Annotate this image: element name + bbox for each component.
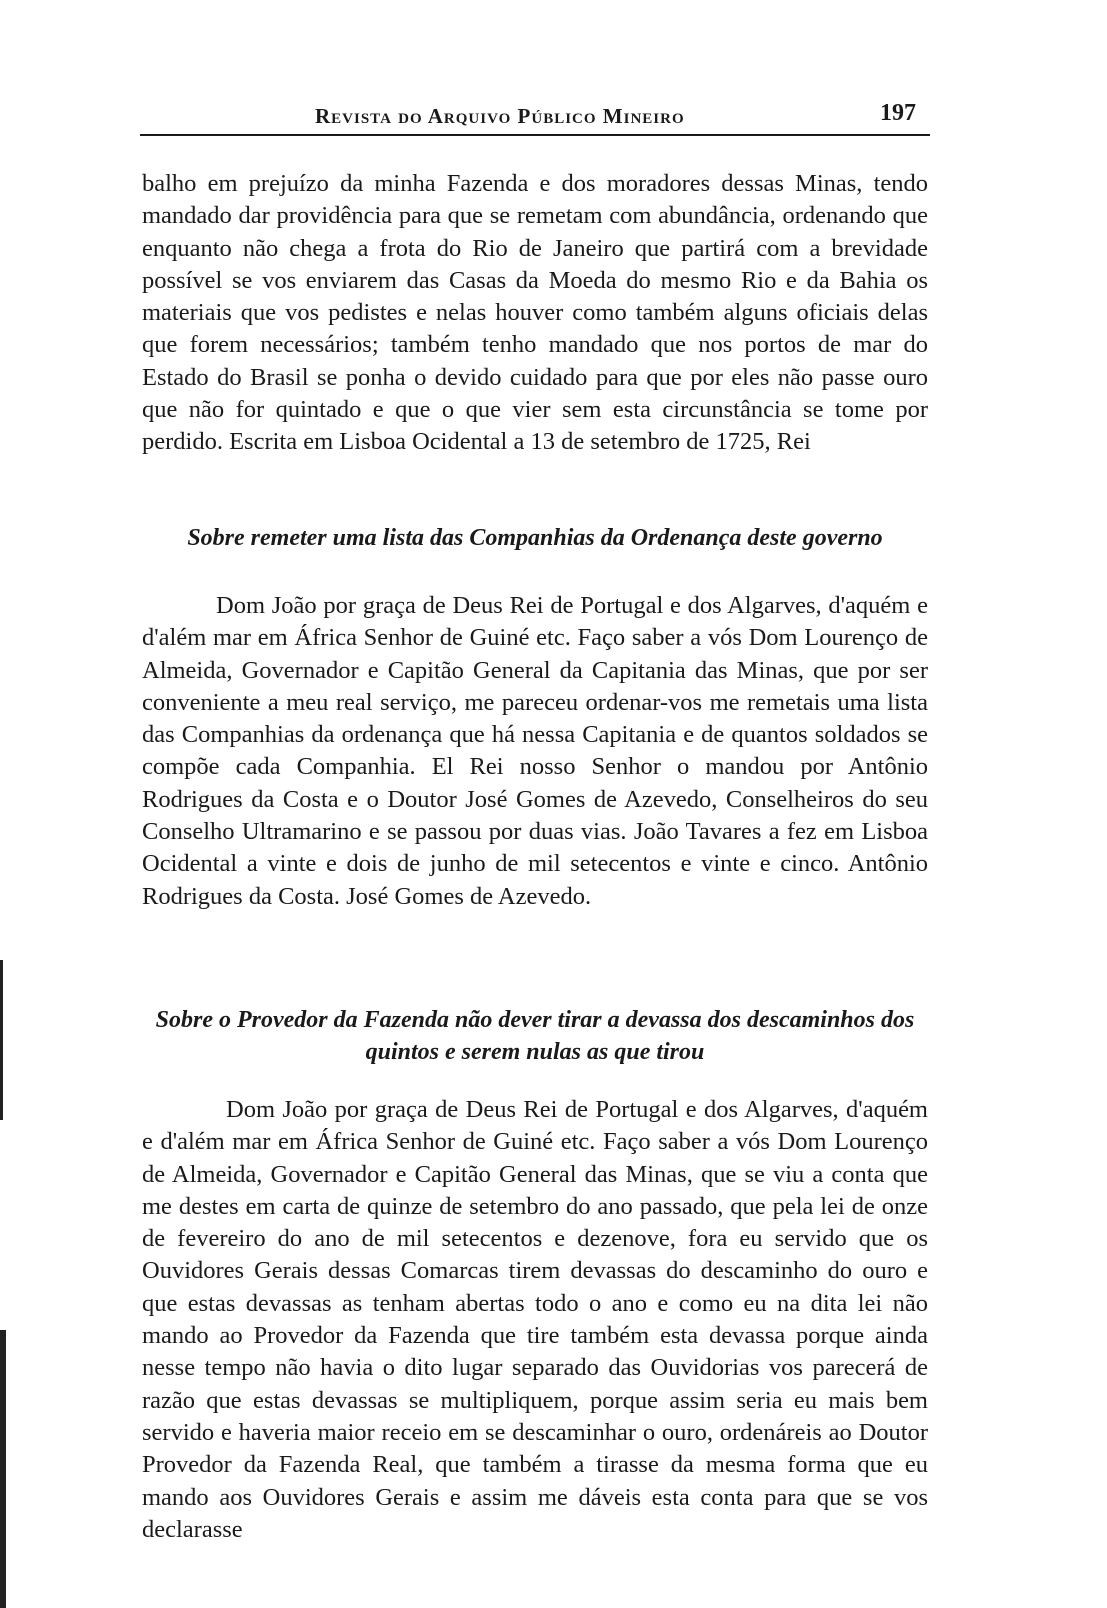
paragraph-companhias: Dom João por graça de Deus Rei de Portugal e dos Algarves, d'aquém e d'além mar em África Senhor de Guiné etc. Faço saber a vós Dom Lourenço de Almeida, Governador e Capitão General da Capitania das Minas, que por ser conveniente a meu real serviço, me pareceu ordenar-vos me remetais uma lista das Companhias da ordenança que há nessa Capitania e de quantos soldados se compõe cada Companhia. El Rei nosso Senhor o mandou por Antônio Rodrigues da Costa e o Doutor José Gomes de Azevedo, Conselheiros do seu Conselho Ultramarino e se passou por duas vias. João Tavares a fez em Lisboa Ocidental a vinte e dois de junho de mil setecentos e vinte e cinco. Antônio Rodrigues da Costa. José Gomes de Azevedo. xyxy=(142,592,928,910)
page-number: 197 xyxy=(880,100,916,126)
paragraph-provedor: Dom João por graça de Deus Rei de Portugal e dos Algarves, d'aquém e d'além mar em África Senhor de Guiné etc. Faço saber a vós Dom Lourenço de Almeida, Governador e Capitão General das Minas, que se viu a conta que me destes em carta de quinze de setembro do ano passado, que pela lei de onze de fevereiro do ano de mil setecentos e dezenove, fora eu servido que os Ouvidores Gerais dessas Comarcas tirem devassas do descaminho do ouro e que estas devassas as tenham abertas todo o ano e como eu na dita lei não mando ao Provedor da Fazenda que tire também esta devassa porque ainda nesse tempo não havia o dito lugar separado das Ouvidorias vos parecerá de razão que estas devassas se multipliquem, porque assim seria eu mais bem servido e haveria maior receio em se descaminhar o ouro, ordenáreis ao Doutor Provedor da Fazenda Real, que também a tirasse da mesma forma que eu mando aos Ouvidores Gerais e assim me dáveis esta conta para que se vos declarasse xyxy=(142,1096,928,1543)
scan-edge-mark xyxy=(0,1330,6,1608)
running-title: Revista do Arquivo Público Mineiro xyxy=(315,104,685,128)
section-heading-companhias: Sobre remeter uma lista das Companhias da Ordenança deste governo xyxy=(187,525,883,551)
scan-edge-mark xyxy=(0,960,3,1120)
paragraph-continuation: balho em prejuízo da minha Fazenda e dos moradores dessas Minas, tendo mandado dar providência para que se remetam com abundância, ordenando que enquanto não chega a frota do Rio de Janeiro que partirá com a brevidade possível se vos enviarem das Casas da Moeda do mesmo Rio e da Bahia os materiais que vos pedistes e nelas houver como também alguns oficiais delas que forem necessários; também tenho mandado que nos portos de mar do Estado do Brasil se ponha o devido cuidado para que por eles não passe ouro que não for quintado e que o que vier sem esta circunstância se tome por perdido. Escrita em Lisboa Ocidental a 13 de setembro de 1725, Rei xyxy=(142,170,928,456)
section-heading-provedor: Sobre o Provedor da Fazenda não dever tirar a devassa dos descaminhos dos quintos e serem nulas as que tirou xyxy=(155,1007,915,1065)
running-header xyxy=(140,100,930,136)
